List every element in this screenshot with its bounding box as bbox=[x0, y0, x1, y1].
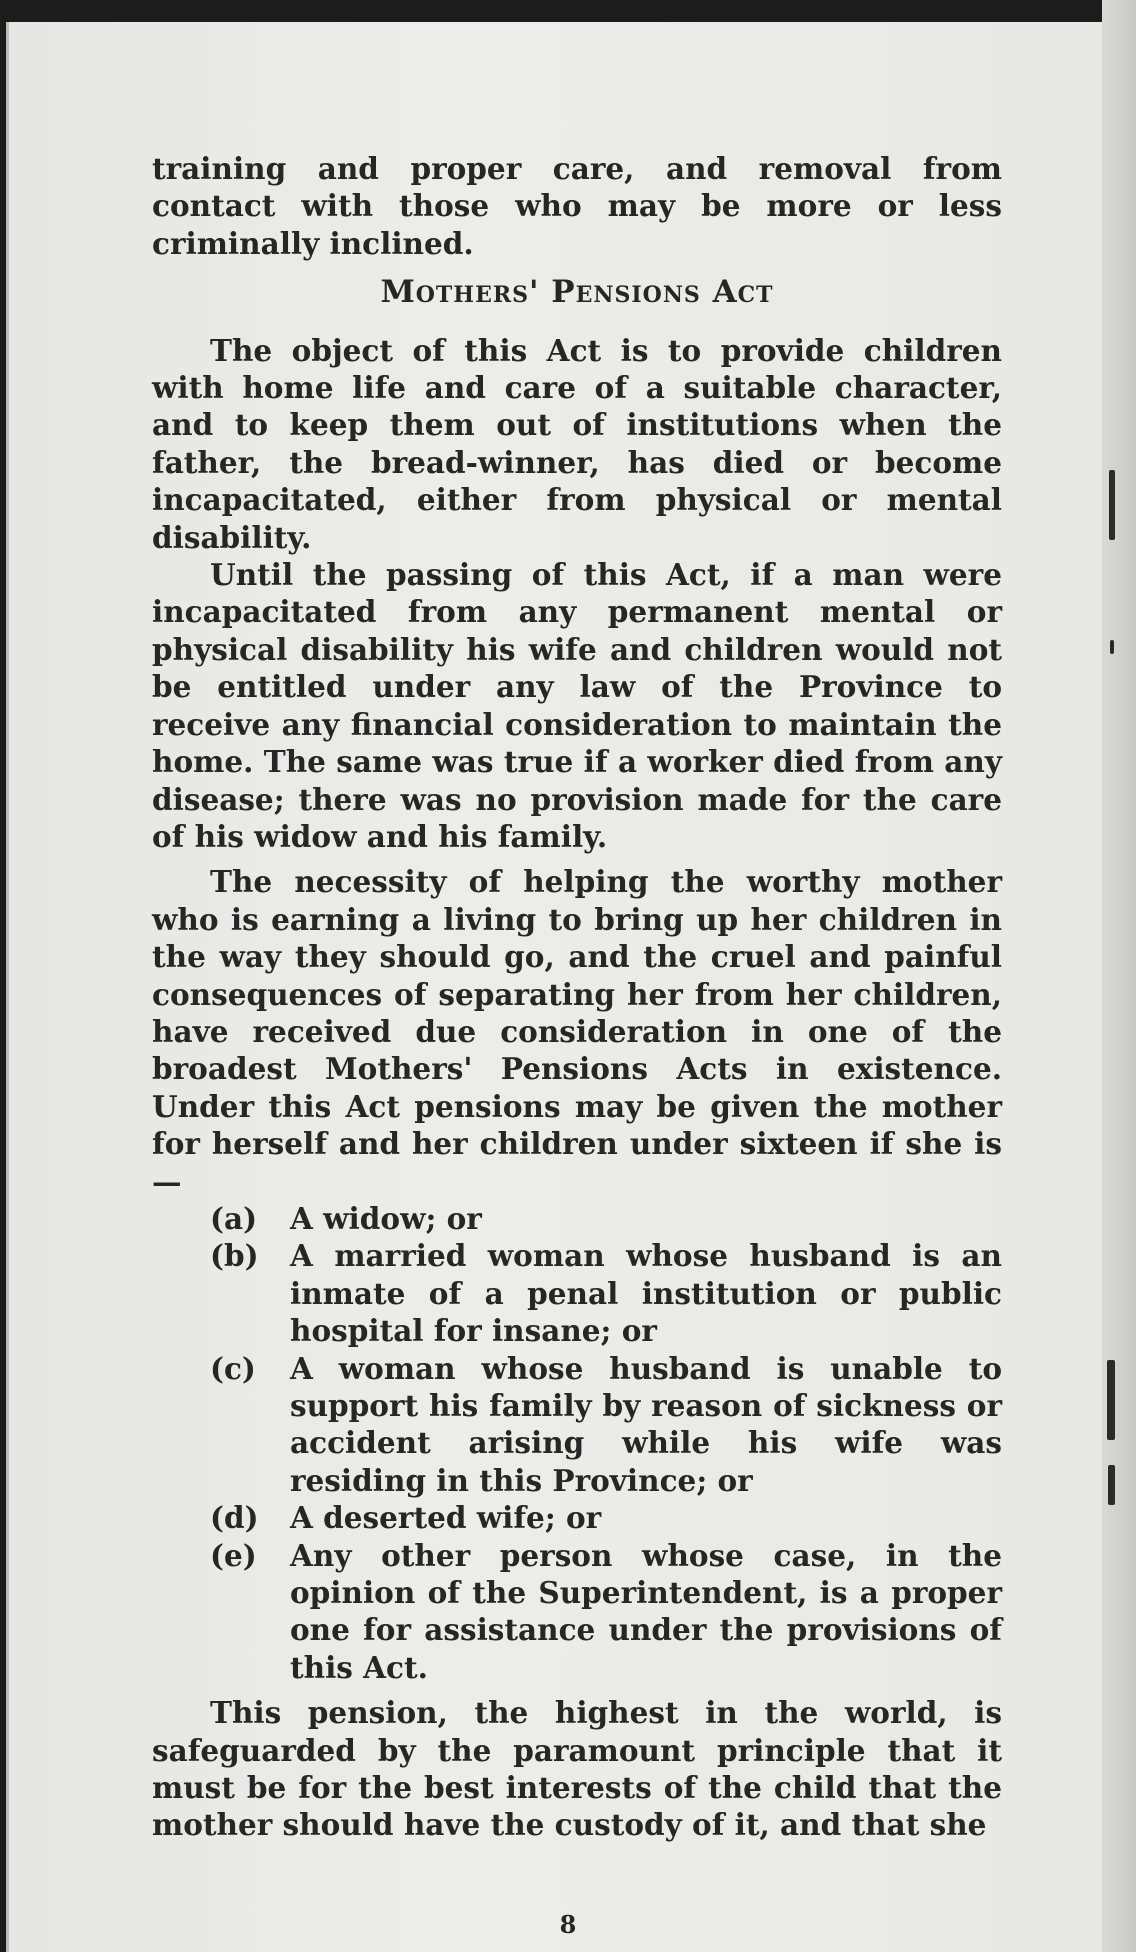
list-item-text: A deserted wife; or bbox=[290, 1500, 602, 1536]
list-item-label: (b) bbox=[210, 1238, 259, 1274]
page-text bbox=[152, 150, 1002, 1844]
list-item-text: A woman whose husband is unable to support his family by reason of sickness or accident arising while his wife was residing in this Province; or bbox=[290, 1350, 1002, 1498]
page-number: 8 bbox=[559, 1910, 577, 1939]
list-item-label: (a) bbox=[210, 1200, 258, 1236]
opening-paragraph: training and proper care, and removal from contact with those who may be more or less criminally inclined. bbox=[152, 151, 1002, 261]
paragraph-object: The object of this Act is to provide children with home life and care of a suitable character, and to keep them out of institutions when the father, the bread-winner, has died or become incapacitated, either from physical or mental disability. bbox=[152, 332, 1002, 555]
list-item bbox=[210, 1499, 1002, 1536]
list-item-text: A married woman whose husband is an inmate of a penal institution or public hospital for insane; or bbox=[290, 1238, 1002, 1349]
list-item-text: A widow; or bbox=[290, 1200, 482, 1236]
list-item-label: (d) bbox=[210, 1500, 259, 1536]
eligibility-list bbox=[152, 1200, 1002, 1686]
paragraph-until: Until the passing of this Act, if a man were incapacitated from any permanent mental or physical disability his wife and children would not be entitled under any law of the Province to receive any financial consideration to maintain the home. The same was true if a worker died from any disease; there was no provision made for the care of his widow and his family. bbox=[152, 557, 1002, 854]
list-item-label: (c) bbox=[210, 1350, 256, 1386]
list-item bbox=[210, 1350, 1002, 1500]
facing-page-edge bbox=[1102, 0, 1136, 1952]
list-item bbox=[210, 1237, 1002, 1349]
list-item-label: (e) bbox=[210, 1537, 257, 1573]
list-item bbox=[210, 1200, 1002, 1237]
paragraph-necessity: The necessity of helping the worthy mother who is earning a living to bring up her children in the way they should go, and the cruel and painful consequences of separating her from her children, have received due consideration in one of the broadest Mothers' Pensions Acts in existence. Under this Act pensions may be given the mother for herself and her children under sixteen if she is— bbox=[152, 864, 1002, 1199]
section-heading: Mothers' Pensions Act bbox=[380, 274, 774, 311]
paragraph-pension: This pension, the highest in the world, is safeguarded by the paramount principle that it must be for the best interests of the child that the mother should have the custody of it, and that she bbox=[152, 1695, 1002, 1843]
list-item-text: Any other person whose case, in the opinion of the Superintendent, is a proper one for assistance under the provisions of this Act. bbox=[290, 1537, 1002, 1685]
list-item bbox=[210, 1537, 1002, 1687]
